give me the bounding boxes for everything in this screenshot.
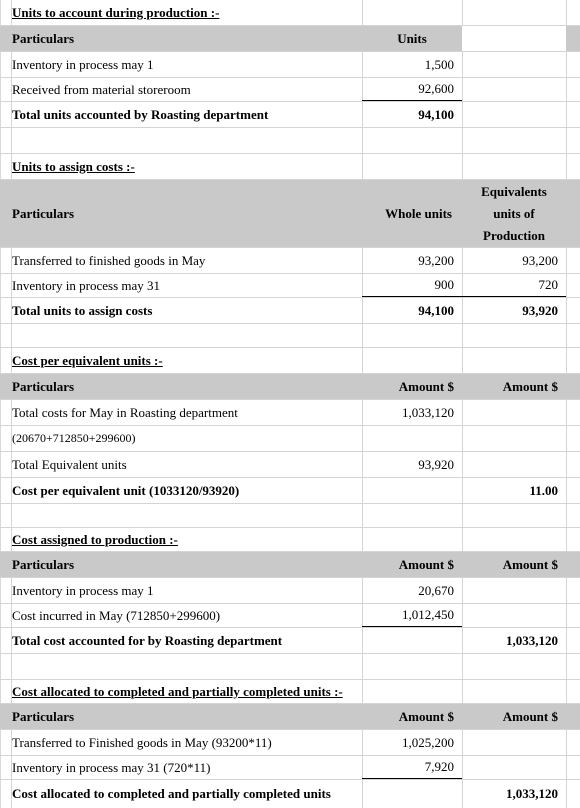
row-label: Inventory in process may 1 (12, 582, 154, 598)
table-row (0, 730, 580, 756)
row-label: Transferred to finished goods in May (12, 252, 206, 268)
total-label: Total units to assign costs (12, 302, 153, 318)
row-value: 1,500 (424, 56, 454, 72)
section-title-row (0, 680, 580, 704)
row-value: 1,033,120 (402, 404, 454, 420)
blank-row (0, 654, 580, 680)
total-value: 1,033,120 (506, 632, 558, 648)
section-title: Cost allocated to completed and partially completed units :- (12, 683, 343, 699)
header-particulars: Particulars (12, 556, 75, 572)
blank-row (0, 128, 580, 154)
row-value: 92,600 (362, 78, 462, 101)
table-row (0, 274, 580, 298)
section-title: Units to account during production :- (12, 4, 220, 20)
header-row (0, 26, 580, 52)
section-title-row (0, 154, 580, 180)
header-particulars: Particulars (12, 708, 75, 724)
row-label: (20670+712850+299600) (12, 431, 136, 445)
row-label: Total Equivalent units (12, 456, 127, 472)
header-amount: Amount $ (398, 378, 454, 394)
total-value: 94,100 (418, 106, 454, 122)
total-label: Total units accounted by Roasting department (12, 106, 269, 122)
table-row (0, 426, 580, 452)
section-title-row (0, 528, 580, 552)
header-row (0, 704, 580, 730)
header-row (0, 552, 580, 578)
row-value: 7,920 (362, 756, 462, 779)
row-value-equivalent: 93,200 (522, 252, 558, 268)
header-equivalent-line2: units of (493, 205, 535, 221)
total-label: Cost per equivalent unit (1033120/93920) (12, 482, 240, 498)
header-units: Units (362, 26, 462, 51)
header-amount: Amount $ (462, 552, 566, 577)
total-value: 11.00 (529, 482, 558, 498)
table-row (0, 578, 580, 604)
header-row (0, 374, 580, 400)
row-label: Total costs for May in Roasting department (12, 404, 238, 420)
header-particulars: Particulars (12, 378, 75, 394)
header-amount: Amount $ (398, 556, 454, 572)
row-value: 1,025,200 (402, 734, 454, 750)
row-label: Inventory in process may 31 (720*11) (12, 759, 211, 775)
row-value-whole: 900 (362, 274, 462, 297)
header-row (0, 180, 580, 248)
header-equivalent-line3: Production (483, 227, 545, 243)
total-value-equivalent: 93,920 (522, 302, 558, 318)
table-row (0, 400, 580, 426)
header-particulars: Particulars (12, 30, 75, 46)
section-title-row (0, 0, 580, 26)
header-equivalent-units (462, 180, 566, 247)
table-row (0, 78, 580, 102)
header-whole-units: Whole units (385, 205, 452, 221)
table-row (0, 248, 580, 274)
total-value: 1,033,120 (506, 786, 558, 801)
row-value: 20,670 (418, 582, 454, 598)
section-title: Cost assigned to production :- (12, 531, 178, 547)
table-row (0, 452, 580, 478)
total-row (0, 298, 580, 324)
total-value-whole: 94,100 (418, 302, 454, 318)
header-equivalent-line1: Equivalents (481, 183, 547, 199)
header-amount: Amount $ (462, 704, 566, 729)
row-label: Transferred to Finished goods in May (93200*11) (12, 734, 272, 750)
row-value: 1,012,450 (362, 604, 462, 627)
total-row (0, 478, 580, 504)
row-label: Received from material storeroom (12, 81, 191, 97)
total-label: Cost allocated to completed and partially completed units (12, 786, 331, 801)
blank-row (0, 324, 580, 348)
header-amount: Amount $ (462, 374, 566, 399)
row-label: Inventory in process may 31 (12, 277, 161, 293)
row-label: Cost incurred in May (712850+299600) (12, 607, 221, 623)
row-value-whole: 93,200 (418, 252, 454, 268)
row-label: Inventory in process may 1 (12, 56, 154, 72)
table-row (0, 52, 580, 78)
section-title: Units to assign costs :- (12, 158, 135, 174)
blank-row (0, 504, 580, 528)
section-title-row (0, 348, 580, 374)
total-label: Total cost accounted for by Roasting department (12, 632, 283, 648)
row-value-equivalent: 720 (462, 274, 566, 297)
total-row (0, 780, 580, 808)
header-empty (462, 26, 566, 51)
table-row (0, 604, 580, 628)
table-row (0, 756, 580, 780)
total-row (0, 102, 580, 128)
section-title: Cost per equivalent units :- (12, 352, 163, 368)
header-particulars: Particulars (12, 205, 75, 221)
total-row (0, 628, 580, 654)
header-amount: Amount $ (398, 708, 454, 724)
row-value: 93,920 (418, 456, 454, 472)
